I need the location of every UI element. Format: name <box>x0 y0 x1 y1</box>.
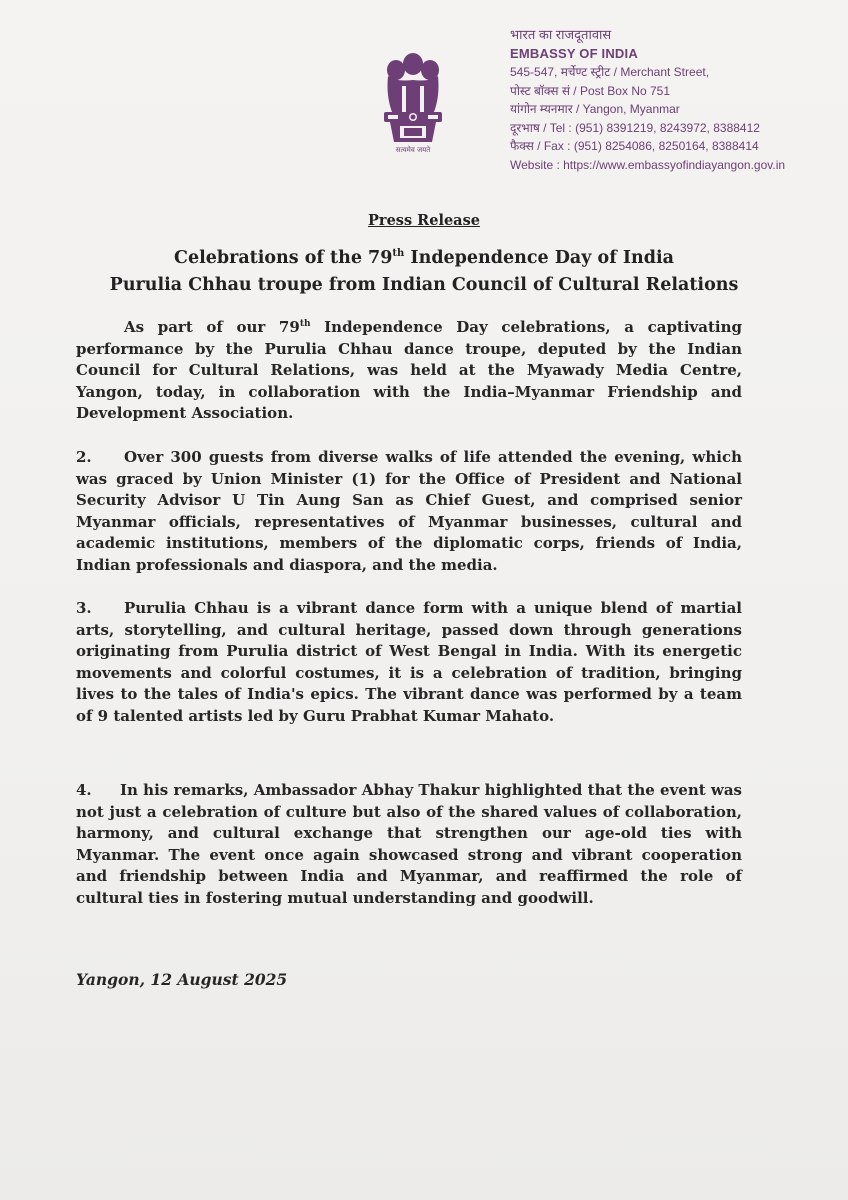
dateline: Yangon, 12 August 2025 <box>76 970 288 989</box>
press-release-label: Press Release <box>368 212 480 229</box>
paragraph-3: 3. Purulia Chhau is a vibrant dance form with a unique blend of martial arts, storytelling, and cultural heritage, passed down through generations originating from Purulia district of West Bengal in India. With its energetic movements and colorful costumes, it is a celebration of tradition, bringing lives to the tales of India's epics. The vibrant dance was performed by a team of 9 talented artists led by Guru Prabhat Kumar Mahato. <box>76 599 742 725</box>
headline <box>0 240 848 299</box>
website: Website : https://www.embassyofindiayangon.gov.in <box>510 157 786 172</box>
address-line-2: पोस्ट बॉक्स सं / Post Box No 751 <box>510 83 671 98</box>
telephone: दूरभाष / Tel : (951) 8391219, 8243972, 8388412 <box>510 120 760 135</box>
paragraph-1: As part of our 79th Independence Day celebrations, a captivating performance by the Purulia Chhau dance troupe, deputed by the Indian Council for Cultural Relations, was held at the Myawady Media Centre, Yangon, today, in collaboration with the India–Myanmar Friendship and Development Association. <box>76 318 743 422</box>
address-line-1: 545-547, मर्चेण्ट स्ट्रीट / Merchant Street, <box>510 65 710 79</box>
letterhead <box>510 26 830 174</box>
address-line-3: यांगोन म्यनमार / Yangon, Myanmar <box>510 102 680 116</box>
paragraph-4: 4. In his remarks, Ambassador Abhay Thakur highlighted that the event was not just a celebration of culture but also of the shared values of collaboration, harmony, and cultural exchange that strengthen our age-old ties with Myanmar. The event once again showcased strong and vibrant cooperation and friendship between India and Myanmar, and reaffirmed the role of cultural ties in fostering mutual understanding and goodwill. <box>76 781 742 907</box>
headline-line-1: Celebrations of the 79th Independence Day of India <box>174 247 674 268</box>
embassy-hindi-name: भारत का राजदूतावास <box>510 27 612 42</box>
paragraph-2: 2. Over 300 guests from diverse walks of life attended the evening, which was graced by Union Minister (1) for the Office of President and National Security Advisor U Tin Aung San as Chief Guest, and comprised senior Myanmar officials, representatives of Myanmar businesses, cultural and academic institutions, members of the diplomatic corps, friends of India, Indian professionals and diaspora, and the media. <box>76 448 742 574</box>
headline-line-2: Purulia Chhau troupe from Indian Council of Cultural Relations <box>109 274 739 295</box>
fax: फैक्स / Fax : (951) 8254086, 8250164, 8388414 <box>510 139 759 153</box>
emblem-motto: सत्यमेव जयते <box>395 146 431 154</box>
embassy-name: EMBASSY OF INDIA <box>510 45 638 61</box>
